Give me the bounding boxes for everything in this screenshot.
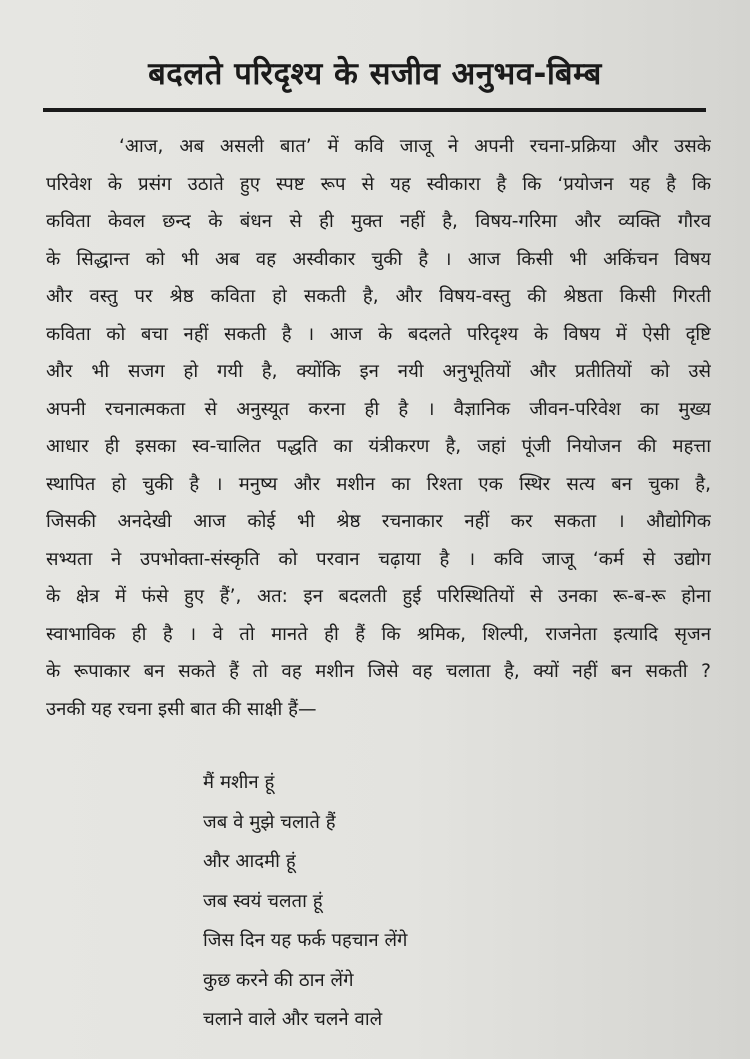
poem-line: कुछ करने की ठान लेंगे <box>203 969 354 991</box>
poem-excerpt <box>203 763 703 1040</box>
poem-line: चलाने वाले और चलने वाले <box>203 1009 383 1030</box>
poem-line: जब वे मुझे चलाते हैं <box>203 811 336 833</box>
title-underline-rule <box>43 108 706 112</box>
paragraph-line: के सिद्धान्त को भी अब वह अस्वीकार चुकी है । आज किसी भी अकिंचन विषय <box>46 248 711 270</box>
paragraph-line: आधार ही इसका स्व-चालित पद्धति का यंत्रीकरण है, जहां पूंजी नियोजन की महत्ता <box>46 436 711 457</box>
paragraph-line: के रूपाकार बन सकते हैं तो वह मशीन जिसे वह चलाता है, क्यों नहीं बन सकती ? <box>46 661 711 682</box>
paragraph-line: और वस्तु पर श्रेष्ठ कविता हो सकती है, और विषय-वस्तु की श्रेष्ठता किसी गिरती <box>46 286 711 307</box>
paragraph-line: स्वाभाविक ही है । वे तो मानते ही हैं कि श्रमिक, शिल्पी, राजनेता इत्यादि सृजन <box>46 623 711 645</box>
paragraph-line: जिसकी अनदेखी आज कोई भी श्रेष्ठ रचनाकार नहीं कर सकता । औद्योगिक <box>46 511 711 532</box>
body-paragraph <box>46 128 711 728</box>
paragraph-line: कविता केवल छन्द के बंधन से ही मुक्त नहीं है, विषय-गरिमा और व्यक्ति गौरव <box>46 211 711 232</box>
chapter-title: बदलते परिदृश्य के सजीव अनुभव-बिम्ब <box>148 56 602 92</box>
paragraph-line: स्थापित हो चुकी है । मनुष्य और मशीन का रिश्ता एक स्थिर सत्य बन चुका है, <box>46 473 711 495</box>
poem-line: मैं मशीन हूं <box>203 772 275 793</box>
paragraph-line: के क्षेत्र में फंसे हुए हैं’, अत: इन बदलती हुई परिस्थितियों से उनका रू-ब-रू होना <box>46 586 711 607</box>
paragraph-line: परिवेश के प्रसंग उठाते हुए स्पष्ट रूप से यह स्वीकारा है कि ‘प्रयोजन यह है कि <box>46 173 711 195</box>
paragraph-line: सभ्यता ने उपभोक्ता-संस्कृति को परवान चढ़ाया है । कवि जाजू ‘कर्म से उद्योग <box>46 548 711 570</box>
paragraph-line: अपनी रचनात्मकता से अनुस्यूत करना ही है । वैज्ञानिक जीवन-परिवेश का मुख्य <box>46 398 711 420</box>
poem-line: और आदमी हूं <box>203 851 296 872</box>
poem-line: जिस दिन यह फर्क पहचान लेंगे <box>203 930 408 951</box>
paragraph-line: ‘आज, अब असली बात’ में कवि जाजू ने अपनी रचना-प्रक्रिया और उसके <box>119 136 711 157</box>
poem-line: जब स्वयं चलता हूं <box>203 890 323 912</box>
paragraph-line: उनकी यह रचना इसी बात की साक्षी हैं— <box>46 698 317 720</box>
paragraph-line: कविता को बचा नहीं सकती है । आज के बदलते परिदृश्य के विषय में ऐसी दृष्टि <box>46 323 711 345</box>
paragraph-line: और भी सजग हो गयी है, क्योंकि इन नयी अनुभूतियों और प्रतीतियों को उसे <box>46 361 711 382</box>
